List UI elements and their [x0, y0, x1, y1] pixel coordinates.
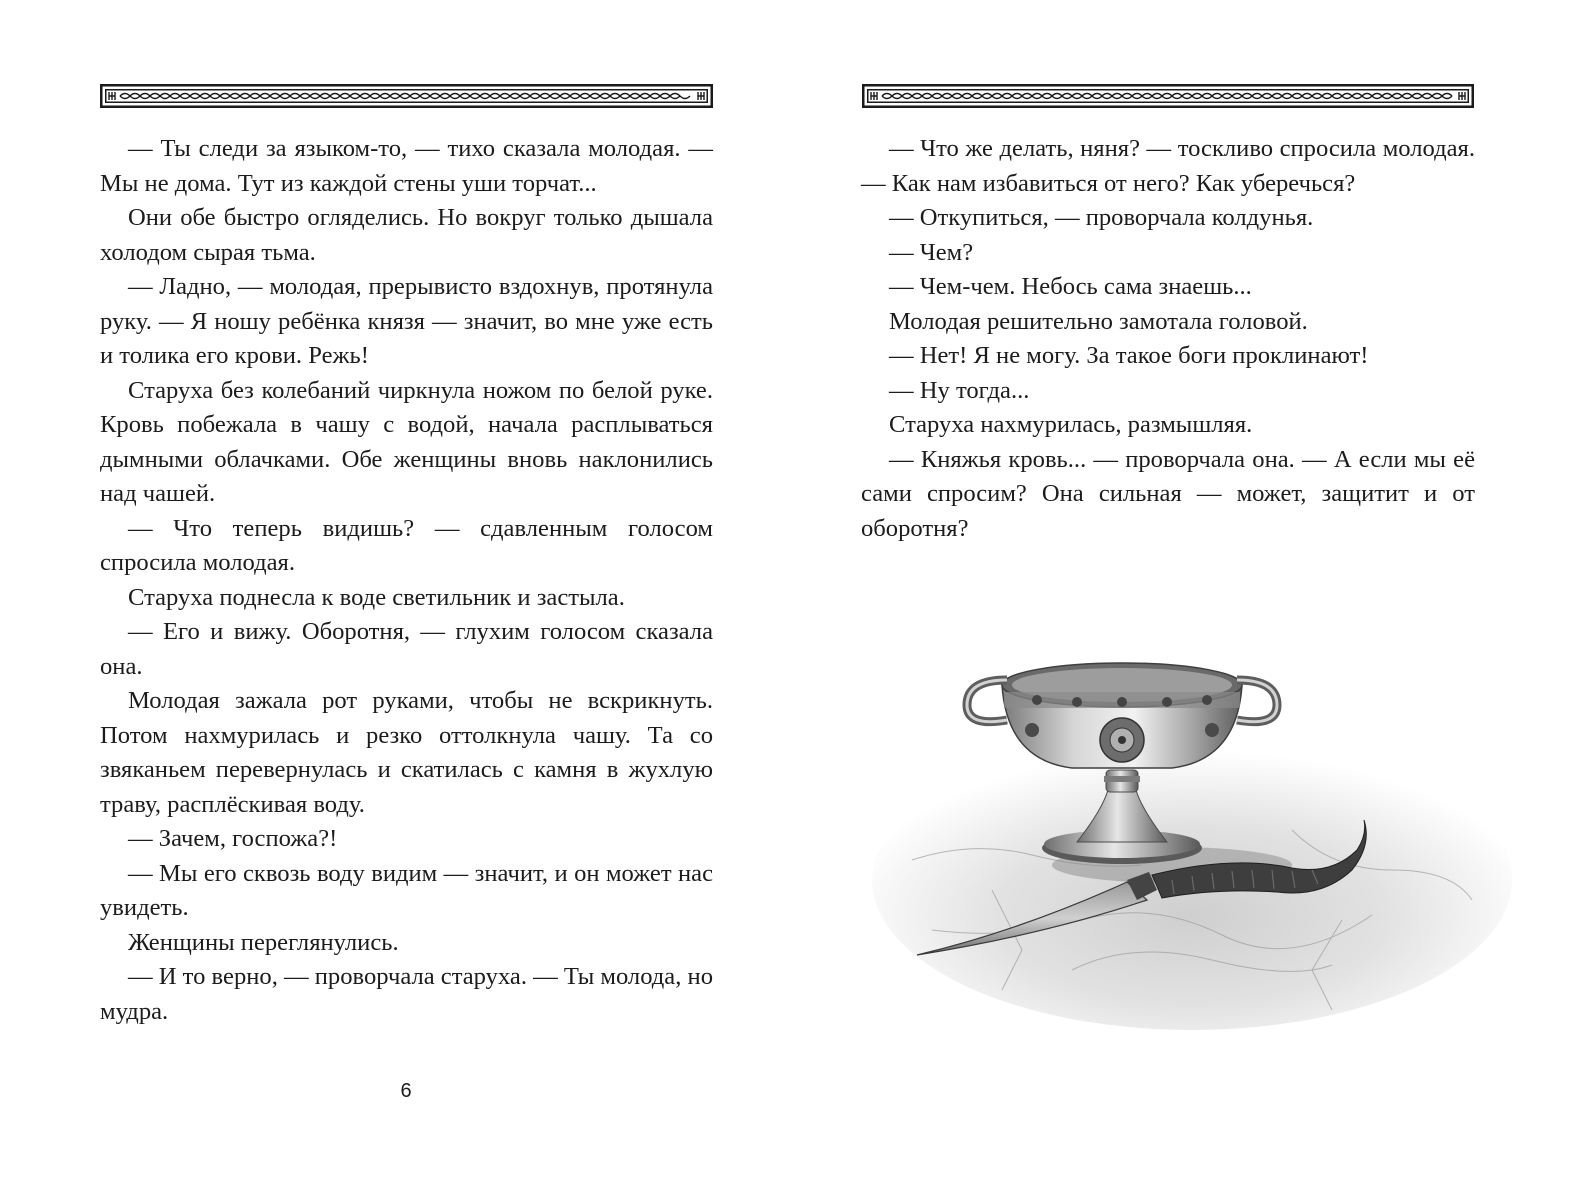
paragraph: — Нет! Я не могу. За такое боги проклинают!: [889, 342, 1369, 369]
right-page: [787, 0, 1574, 1187]
paragraph: Молодая решительно замотала головой.: [889, 307, 1308, 335]
header-ornament: [862, 84, 1474, 108]
paragraph: Старуха без колебаний чиркнула ножом по белой руке. Кровь побежала в чашу с водой, начала расплываться дымными облачками. Обе женщины вновь наклонились над чашей.: [100, 376, 713, 507]
paragraph: — Ну тогда...: [889, 376, 1030, 404]
paragraph: — Что же делать, няня? — тоскливо спросила молодая. — Как нам избавиться от него? Как уберечься?: [861, 135, 1475, 197]
paragraph: — Княжья кровь... — проворчала она. — А если мы её сами спросим? Она сильная — может, защитит и от оборотня?: [861, 445, 1475, 542]
paragraph: — Ты следи за языком-то, — тихо сказала молодая. — Мы не дома. Тут из каждой стены уши торчат...: [100, 135, 713, 197]
paragraph: Женщины переглянулись.: [128, 928, 399, 956]
chalice-dagger-illustration: [872, 630, 1512, 1030]
header-ornament: [100, 84, 713, 108]
paragraph: — Зачем, госпожа?!: [128, 825, 338, 852]
chalice-dagger-drawing: [872, 630, 1512, 1030]
paragraph: — И то верно, — проворчала старуха. — Ты молода, но мудра.: [100, 963, 713, 1025]
paragraph: — Мы его сквозь воду видим — значит, и он может нас увидеть.: [100, 859, 713, 921]
paragraph: Молодая зажала рот руками, чтобы не вскрикнуть. Потом нахмурилась и резко оттолкнула чашу. Та со звяканьем перевернулась и скатилась с камня в жухлую траву, расплёскивая воду.: [100, 687, 713, 818]
paragraph: — Что теперь видишь? — сдавленным голосом спросила молодая.: [100, 514, 713, 576]
paragraph: Они обе быстро огляделись. Но вокруг только дышала холодом сырая тьма.: [100, 204, 713, 266]
chalice-handle-right: [1237, 680, 1277, 722]
chalice-handle-left: [967, 680, 1007, 722]
paragraph: — Откупиться, — проворчала колдунья.: [889, 204, 1314, 231]
paragraph: Старуха нахмурилась, размышляя.: [889, 411, 1253, 438]
paragraph: — Чем-чем. Небось сама знаешь...: [889, 273, 1252, 300]
paragraph: — Его и вижу. Оборотня, — глухим голосом сказала она.: [100, 618, 713, 680]
page-number: 6: [400, 1080, 412, 1102]
left-page-text: [100, 132, 713, 1029]
paragraph: — Чем?: [889, 238, 974, 266]
paragraph: — Ладно, — молодая, прерывисто вздохнув, протянула руку. — Я ношу ребёнка князя — значит, во мне уже есть и толика его крови. Режь!: [100, 273, 713, 369]
paragraph: Старуха поднесла к воде светильник и застыла.: [128, 583, 625, 611]
right-page-text: [861, 132, 1475, 546]
